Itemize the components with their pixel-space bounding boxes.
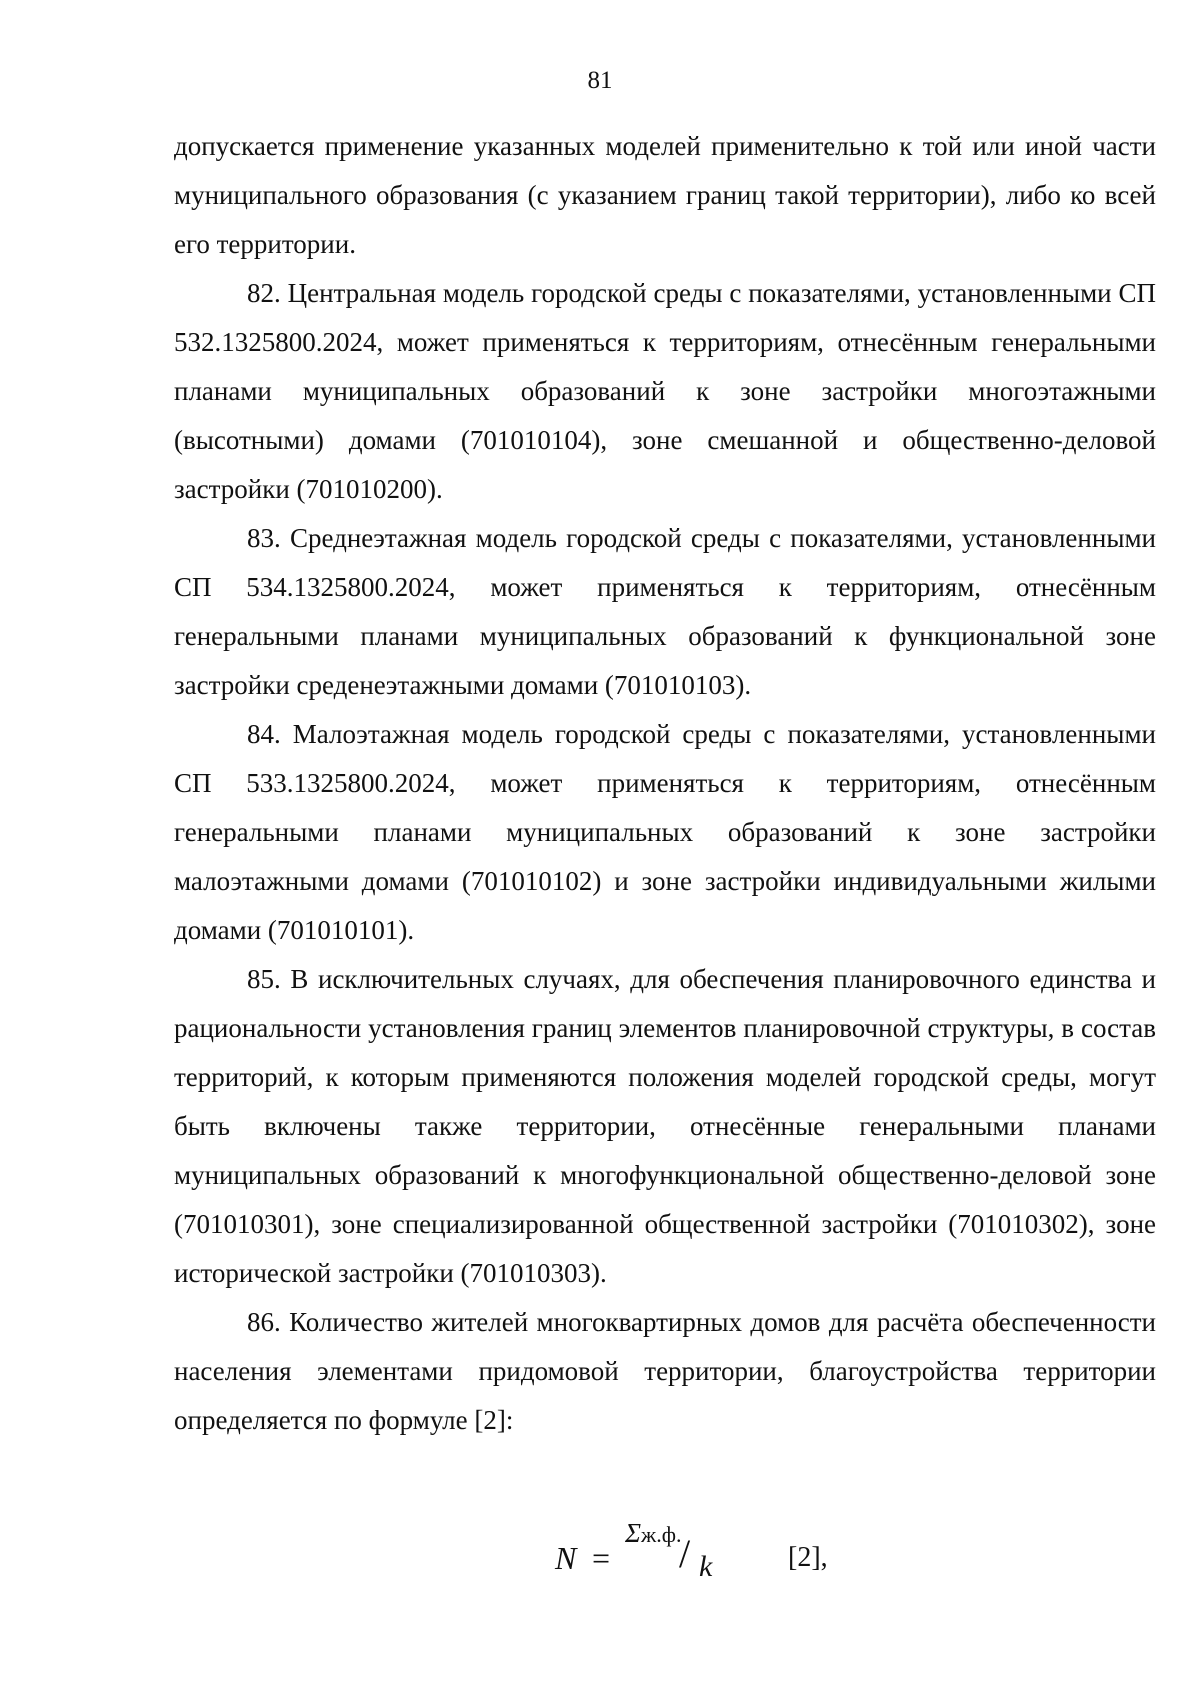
paragraph-item-85: 85. В исключительных случаях, для обеспечения планировочного единства и рациональности установления границ элементов планировочной структуры, в состав территорий, к которым применяются положения моделей городской среды, могут быть включены также территории, отнесённые генеральными планами муниципальных образований к многофункциональной общественно-деловой зоне (701010301), зоне специализированной общественной застройки (701010302), зоне исторической застройки (701010303). bbox=[174, 964, 1156, 1288]
formula-subscript: ж.ф. bbox=[641, 1522, 682, 1547]
paragraph-item-82: 82. Центральная модель городской среды с показателями, установленными СП 532.1325800.2024, может применяться к территориям, отнесённым генеральными планами муниципальных образований к зоне застройки многоэтажными (высотными) домами (701010104), зоне смешанной и общественно-деловой застройки (701010200). bbox=[174, 278, 1156, 504]
formula-fraction-slash: / bbox=[679, 1531, 691, 1576]
formula-variable-n: N bbox=[555, 1540, 577, 1576]
formula-equals-sign: = bbox=[592, 1540, 611, 1576]
formula-reference-number: [2], bbox=[788, 1542, 828, 1573]
formula-sigma-symbol: Σ bbox=[625, 1518, 642, 1548]
page-number: 81 bbox=[587, 67, 613, 94]
document-body bbox=[174, 122, 1156, 1445]
paragraph-item-84: 84. Малоэтажная модель городской среды с показателями, установленными СП 533.1325800.2024, может применяться к территориям, отнесённым генеральными планами муниципальных образований к зоне застройки малоэтажными домами (701010102) и зоне застройки индивидуальными жилыми домами (701010101). bbox=[174, 719, 1156, 945]
paragraph-item-86: 86. Количество жителей многоквартирных домов для расчёта обеспеченности населения элементами придомовой территории, благоустройства территории определяется по формуле [2]: bbox=[174, 1307, 1156, 1435]
paragraph-continuation: допускается применение указанных моделей применительно к той или иной части муниципального образования (с указанием границ такой территории), либо ко всей его территории. bbox=[174, 131, 1156, 259]
formula-2 bbox=[0, 1518, 1200, 1598]
formula-numerator bbox=[625, 1520, 682, 1548]
paragraph-item-83: 83. Среднеэтажная модель городской среды с показателями, установленными СП 534.1325800.2024, может применяться к территориям, отнесённым генеральными планами муниципальных образований к функциональной зоне застройки среденеэтажными домами (701010103). bbox=[174, 523, 1156, 700]
formula-denominator: k bbox=[699, 1550, 713, 1583]
